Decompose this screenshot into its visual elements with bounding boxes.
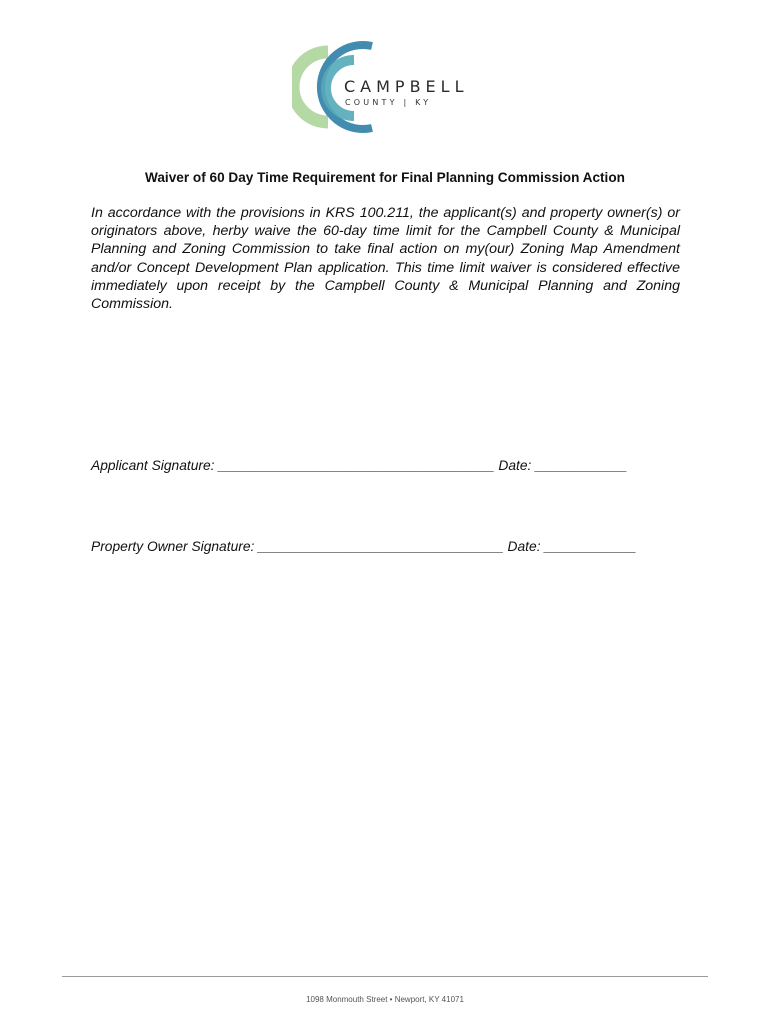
applicant-signature-line: Applicant Signature: ____________________________________ Date: ____________ (91, 458, 628, 473)
waiver-paragraph: In accordance with the provisions in KRS 100.211, the applicant(s) and property owner(s) or originators above, herby waive the 60-day time limit for the Campbell County & Municipal Planning and Zoning Commission to take final action on my(our) Zoning Map Amendment and/or Concept Development Plan application. This time limit waiver is considered effective immediately upon receipt by the Campbell County & Municipal Planning and Zoning Commission. (91, 205, 680, 313)
footer-address: 1098 Monmouth Street • Newport, KY 41071 (306, 995, 464, 1004)
document-title: Waiver of 60 Day Time Requirement for Final Planning Commission Action (145, 170, 625, 185)
logo-wordmark: CAMPBELL (344, 77, 469, 96)
footer-divider (62, 976, 708, 977)
property-owner-signature-line: Property Owner Signature: ________________________________ Date: ____________ (91, 539, 637, 554)
logo-subtitle: COUNTY | KY (345, 98, 432, 107)
campbell-county-logo (292, 40, 492, 135)
